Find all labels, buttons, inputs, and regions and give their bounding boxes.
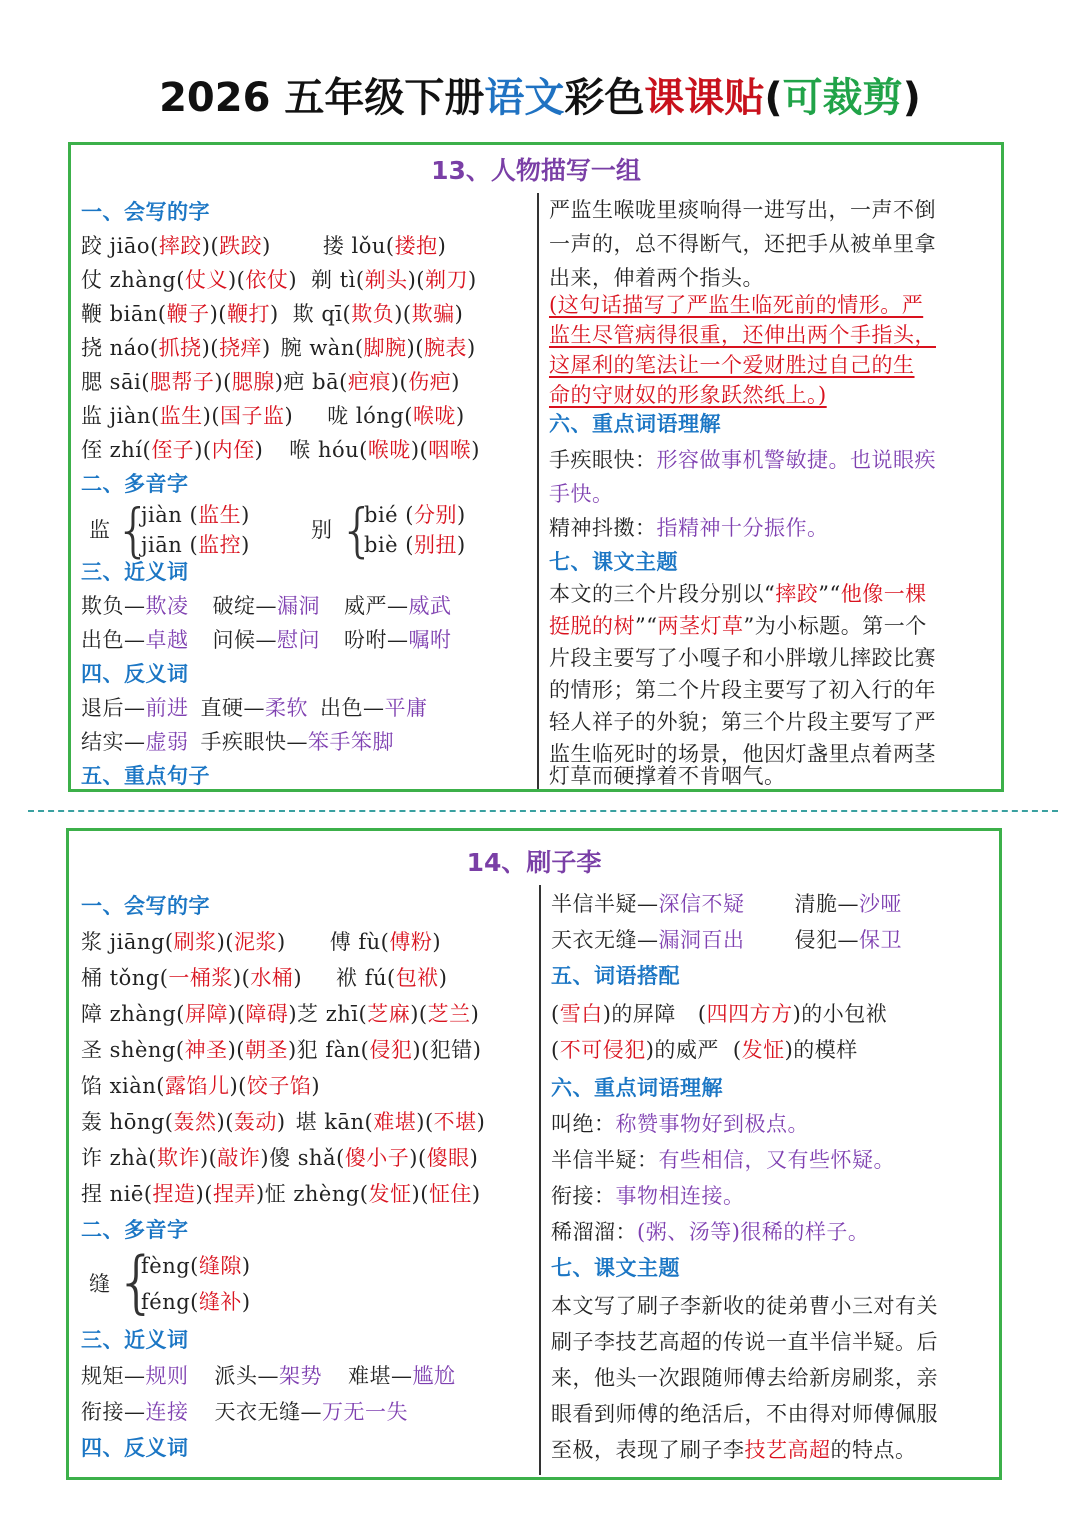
section-heading: 七、课文主题 bbox=[551, 1255, 680, 1280]
sentence-note: 命的守财奴的形象跃然纸上。) bbox=[549, 383, 827, 407]
section-heading: 一、会写的字 bbox=[81, 199, 210, 224]
theme-text: 片段主要写了小嘎子和小胖墩儿摔跤比赛 bbox=[549, 646, 936, 670]
char-row: 鞭 biān(鞭子)(鞭打) 欺 qī(欺负)(欺骗) bbox=[81, 302, 464, 326]
section-heading: 三、近义词 bbox=[81, 1327, 189, 1352]
word-meaning: 叫绝：称赞事物好到极点。 bbox=[551, 1112, 809, 1136]
polyphone-reading: biè (别扭) bbox=[364, 533, 466, 557]
section-heading: 五、重点句子 bbox=[81, 763, 210, 788]
section-heading: 六、重点词语理解 bbox=[549, 411, 721, 436]
antonym-row: 半信半疑—深信不疑 清脆—沙哑 bbox=[551, 892, 902, 916]
char-row: 圣 shèng(神圣)(朝圣)犯 fàn(侵犯)(犯错) bbox=[81, 1038, 482, 1062]
polyphone-reading: jiān (监控) bbox=[141, 533, 250, 557]
char-row: 浆 jiāng(刷浆)(泥浆) 傅 fù(傅粉) bbox=[81, 930, 442, 954]
polyphone-char: 别 bbox=[311, 518, 333, 542]
polyphone-reading: fèng(缝隙) bbox=[141, 1254, 251, 1278]
char-row: 仗 zhàng(仗义)(依仗) 剃 tì(剃头)(剃刀) bbox=[81, 268, 477, 292]
theme-text: 眼看到师傅的绝活后，不由得对师傅佩服 bbox=[551, 1402, 938, 1426]
cut-line bbox=[28, 810, 1058, 812]
word-meaning: 精神抖擞：指精神十分振作。 bbox=[549, 516, 829, 540]
theme-text: 来，他头一次跟随师傅去给新房刷浆，亲 bbox=[551, 1366, 938, 1390]
sentence-note: 监生尽管病得很重，还伸出两个手指头， bbox=[549, 323, 936, 347]
char-row: 跤 jiāo(摔跤)(跌跤) 搂 lǒu(搂抱) bbox=[81, 234, 447, 258]
lesson-13-card bbox=[68, 142, 1004, 792]
char-row: 诈 zhà(欺诈)(敲诈)傻 shǎ(傻小子)(傻眼) bbox=[81, 1146, 479, 1170]
page-title: 2026 五年级下册语文彩色课课贴(可裁剪) bbox=[159, 75, 921, 121]
word-meaning: 手疾眼快：形容做事机警敏捷。也说眼疾 bbox=[549, 448, 936, 472]
section-heading: 三、近义词 bbox=[81, 559, 189, 584]
section-heading: 四、反义词 bbox=[81, 661, 189, 686]
section-heading: 四、反义词 bbox=[81, 1435, 189, 1460]
char-row: 捏 niē(捏造)(捏弄)怔 zhèng(发怔)(怔住) bbox=[81, 1182, 481, 1206]
section-heading: 五、词语搭配 bbox=[551, 963, 680, 988]
theme-text: 监生临死时的场景，他因灯盏里点着两茎 bbox=[549, 742, 936, 766]
sentence-note: 这犀利的笔法让一个爱财胜过自己的生 bbox=[549, 353, 915, 377]
word-meaning: 衔接：事物相连接。 bbox=[551, 1184, 745, 1208]
theme-text: 本文写了刷子李新收的徒弟曹小三对有关 bbox=[551, 1294, 938, 1318]
word-meaning: 半信半疑：有些相信，又有些怀疑。 bbox=[551, 1148, 895, 1172]
antonym-row: 天衣无缝—漏洞百出 侵犯—保卫 bbox=[551, 928, 902, 952]
char-row: 监 jiàn(监生)(国子监) 咙 lóng(喉咙) bbox=[81, 404, 465, 428]
char-row: 桶 tǒng(一桶浆)(水桶) 袱 fú(包袱) bbox=[81, 966, 448, 990]
theme-text: 轻人祥子的外貌；第三个片段主要写了严 bbox=[549, 710, 936, 734]
word-meaning: 稀溜溜：(粥、汤等)很稀的样子。 bbox=[551, 1220, 870, 1244]
theme-text: 挺脱的树”“两茎灯草”为小标题。第一个 bbox=[549, 614, 927, 638]
column-divider bbox=[537, 193, 539, 789]
theme-text: 的情形；第二个片段主要写了初入行的年 bbox=[549, 678, 936, 702]
theme-text: 至极，表现了刷子李技艺高超的特点。 bbox=[551, 1438, 917, 1462]
polyphone-char: 监 bbox=[89, 518, 111, 542]
theme-text: 灯草而硬撑着不肯咽气。 bbox=[549, 764, 786, 788]
lesson-14-card bbox=[66, 828, 1002, 1480]
sentence-note: (这句话描写了严监生临死前的情形。严 bbox=[549, 293, 924, 317]
polyphone-reading: jiàn (监生) bbox=[141, 503, 250, 527]
antonym-row: 退后—前进 直硬—柔软 出色—平庸 bbox=[81, 696, 428, 720]
synonym-row: 出色—卓越 问候—慰问 吩咐—嘱咐 bbox=[81, 628, 452, 652]
brace-icon: { bbox=[115, 496, 152, 564]
column-divider bbox=[539, 885, 541, 1475]
collocation-row: (雪白)的屏障 (四四方方)的小包袱 bbox=[551, 1002, 888, 1026]
synonym-row: 欺负—欺凌 破绽—漏洞 威严—威武 bbox=[81, 594, 452, 618]
polyphone-reading: féng(缝补) bbox=[141, 1290, 251, 1314]
char-row: 馅 xiàn(露馅儿)(饺子馅) bbox=[81, 1074, 321, 1098]
lesson-13-title: 13、人物描写一组 bbox=[431, 156, 641, 185]
char-row: 障 zhàng(屏障)(障碍)芝 zhī(芝麻)(芝兰) bbox=[81, 1002, 480, 1026]
brace-icon: { bbox=[115, 1243, 159, 1322]
char-row: 轰 hōng(轰然)(轰动) 堪 kān(难堪)(不堪) bbox=[81, 1110, 486, 1134]
theme-text: 刷子李技艺高超的传说一直半信半疑。后 bbox=[551, 1330, 938, 1354]
char-row: 腮 sāi(腮帮子)(腮腺)疤 bā(疤痕)(伤疤) bbox=[81, 370, 460, 394]
synonym-row: 规矩—规则 派头—架势 难堪—尴尬 bbox=[81, 1364, 456, 1388]
synonym-row: 衔接—连接 天衣无缝—万无一失 bbox=[81, 1400, 408, 1424]
antonym-row: 结实—虚弱 手疾眼快—笨手笨脚 bbox=[81, 730, 394, 754]
word-meaning-cont: 手快。 bbox=[549, 482, 614, 506]
section-heading: 一、会写的字 bbox=[81, 893, 210, 918]
polyphone-char: 缝 bbox=[89, 1272, 111, 1296]
section-heading: 七、课文主题 bbox=[549, 549, 678, 574]
collocation-row: (不可侵犯)的威严 (发怔)的模样 bbox=[551, 1038, 858, 1062]
section-heading: 六、重点词语理解 bbox=[551, 1075, 723, 1100]
section-heading: 二、多音字 bbox=[81, 471, 189, 496]
section-heading: 二、多音字 bbox=[81, 1217, 189, 1242]
char-row: 挠 náo(抓挠)(挠痒) 腕 wàn(脚腕)(腕表) bbox=[81, 336, 476, 360]
lesson-14-title: 14、刷子李 bbox=[466, 848, 602, 877]
brace-icon: { bbox=[339, 496, 376, 564]
polyphone-reading: bié (分别) bbox=[364, 503, 466, 527]
char-row: 侄 zhí(侄子)(内侄) 喉 hóu(喉咙)(咽喉) bbox=[81, 438, 480, 462]
key-sentence: 严监生喉咙里痰响得一进写出，一声不倒 bbox=[549, 198, 936, 222]
key-sentence: 一声的，总不得断气，还把手从被单里拿 bbox=[549, 232, 936, 256]
key-sentence: 出来，伸着两个指头。 bbox=[549, 266, 764, 290]
theme-text: 本文的三个片段分别以“摔跤”“他像一棵 bbox=[549, 582, 927, 606]
